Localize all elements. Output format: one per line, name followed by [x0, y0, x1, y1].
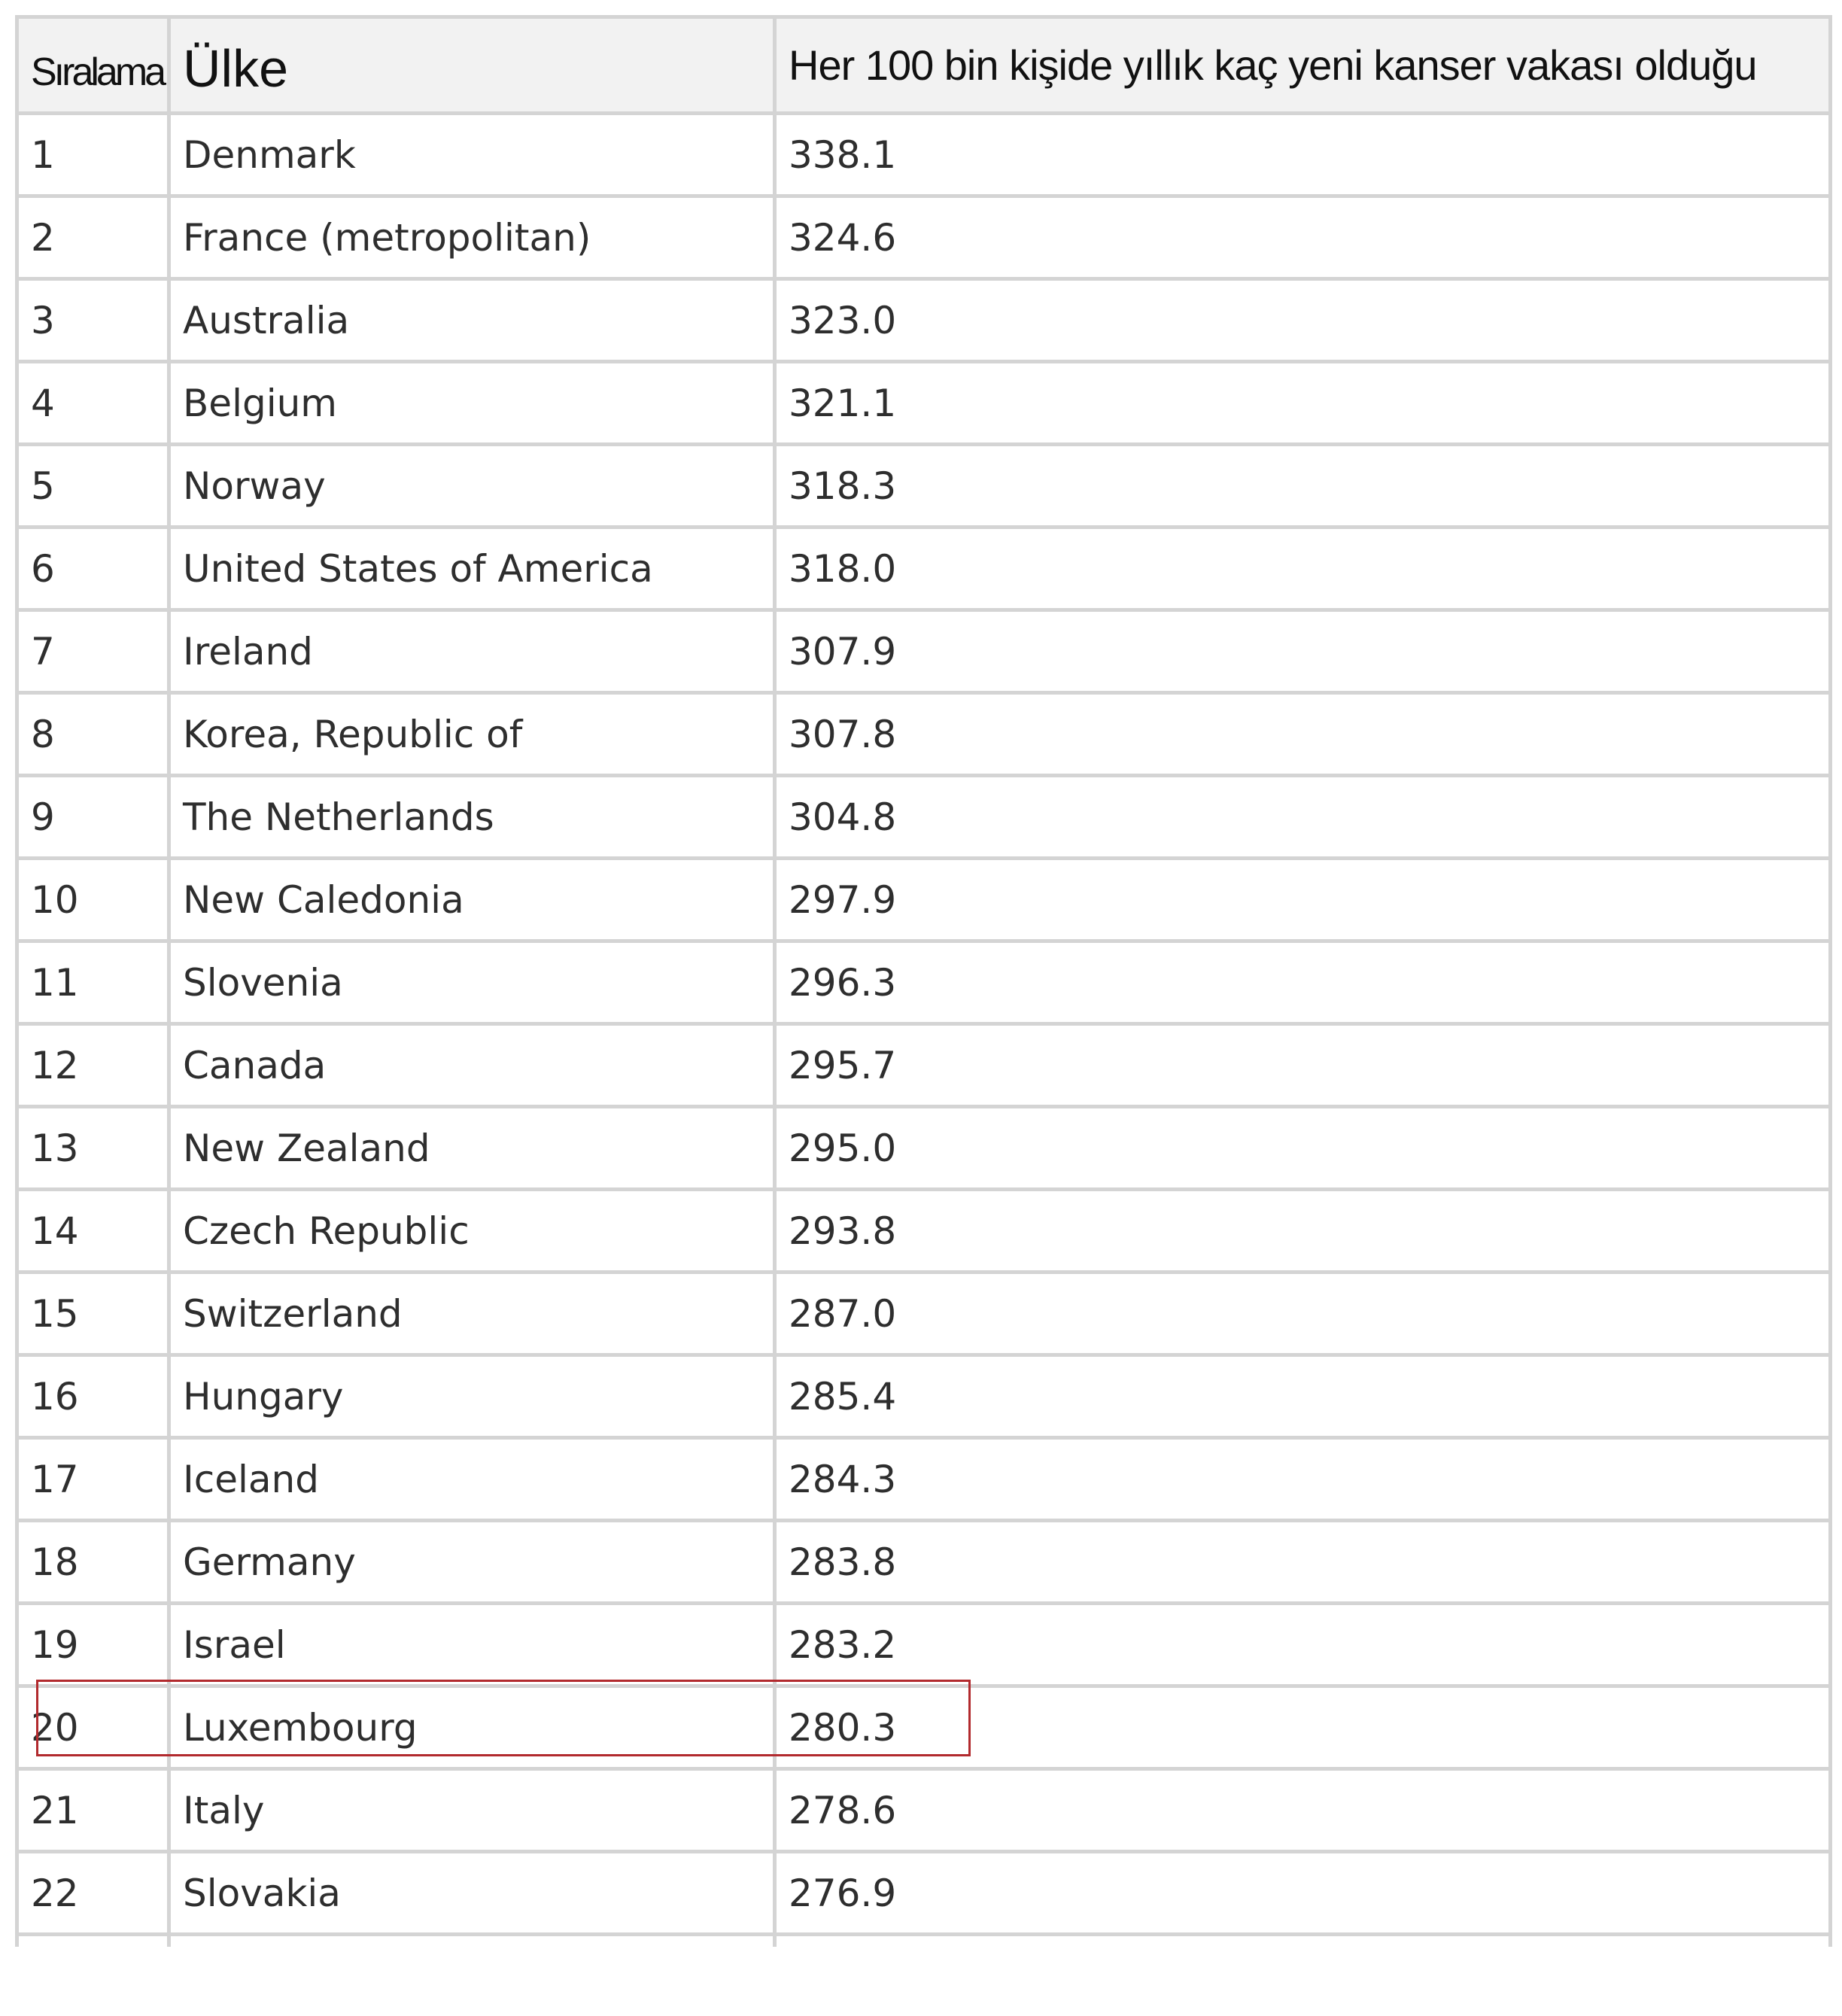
cell-value: 280.3: [775, 1686, 1831, 1769]
cell-rank: 1: [17, 114, 169, 196]
cell-country: Luxembourg: [169, 1686, 775, 1769]
cell-country: Australia: [169, 279, 775, 362]
table-row: [17, 1604, 1831, 1686]
cell-rank: 3: [17, 279, 169, 362]
cell-rank: 18: [17, 1521, 169, 1604]
table-row: [17, 1521, 1831, 1604]
cell-rank: 17: [17, 1438, 169, 1521]
cell-country: Iceland: [169, 1438, 775, 1521]
cell-value: 304.8: [775, 776, 1831, 859]
cell-country: Slovakia: [169, 1852, 775, 1935]
cell-empty: [169, 1935, 775, 1948]
cell-rank: 20: [17, 1686, 169, 1769]
cell-value: 278.6: [775, 1769, 1831, 1852]
table-row: [17, 776, 1831, 859]
table-row: [17, 941, 1831, 1024]
table-row: [17, 859, 1831, 941]
cell-rank: 4: [17, 362, 169, 445]
header-rank: Sıralama: [17, 17, 169, 114]
cell-rank: 8: [17, 693, 169, 776]
cell-value: 318.0: [775, 528, 1831, 610]
cell-value: 295.7: [775, 1024, 1831, 1107]
cell-value: 276.9: [775, 1852, 1831, 1935]
cancer-rate-table: [15, 15, 1832, 1947]
cell-rank: 10: [17, 859, 169, 941]
cell-country: Germany: [169, 1521, 775, 1604]
table-row: [17, 610, 1831, 693]
table-row: [17, 1686, 1831, 1769]
cell-country: The Netherlands: [169, 776, 775, 859]
cell-rank: 19: [17, 1604, 169, 1686]
cell-rank: 21: [17, 1769, 169, 1852]
cell-country: Denmark: [169, 114, 775, 196]
cell-country: Belgium: [169, 362, 775, 445]
cell-rank: 13: [17, 1107, 169, 1190]
cell-value: 285.4: [775, 1355, 1831, 1438]
cell-country: New Caledonia: [169, 859, 775, 941]
cell-country: Italy: [169, 1769, 775, 1852]
table-row: [17, 196, 1831, 279]
cell-value: 295.0: [775, 1107, 1831, 1190]
cell-rank: 15: [17, 1273, 169, 1355]
table-row: [17, 279, 1831, 362]
cell-country: Korea, Republic of: [169, 693, 775, 776]
cell-country: France (metropolitan): [169, 196, 775, 279]
cell-rank: 7: [17, 610, 169, 693]
cell-country: Switzerland: [169, 1273, 775, 1355]
cancer-rate-table-container: [15, 15, 1828, 1947]
cell-rank: 16: [17, 1355, 169, 1438]
cell-rank: 2: [17, 196, 169, 279]
cell-rank: 12: [17, 1024, 169, 1107]
cell-country: Czech Republic: [169, 1190, 775, 1273]
cell-value: 307.9: [775, 610, 1831, 693]
table-row: [17, 1852, 1831, 1935]
cell-country: Canada: [169, 1024, 775, 1107]
header-incidence-rate: Her 100 bin kişide yıllık kaç yeni kanser vakası olduğu: [775, 17, 1831, 114]
cell-country: United States of America: [169, 528, 775, 610]
table-header-row: [17, 17, 1831, 114]
cell-rank: 11: [17, 941, 169, 1024]
table-row: [17, 1769, 1831, 1852]
cell-empty: [17, 1935, 169, 1948]
cell-value: 293.8: [775, 1190, 1831, 1273]
cell-country: Hungary: [169, 1355, 775, 1438]
cell-rank: 9: [17, 776, 169, 859]
table-row: [17, 1107, 1831, 1190]
table-row: [17, 1438, 1831, 1521]
table-row: [17, 114, 1831, 196]
cell-value: 307.8: [775, 693, 1831, 776]
cell-value: 296.3: [775, 941, 1831, 1024]
cell-country: Israel: [169, 1604, 775, 1686]
header-country: Ülke: [169, 17, 775, 114]
cell-rank: 14: [17, 1190, 169, 1273]
table-row: [17, 362, 1831, 445]
cell-country: Norway: [169, 445, 775, 528]
cell-value: 321.1: [775, 362, 1831, 445]
cell-value: 297.9: [775, 859, 1831, 941]
cell-country: New Zealand: [169, 1107, 775, 1190]
table-row: [17, 528, 1831, 610]
cell-value: 283.8: [775, 1521, 1831, 1604]
table-body: [17, 114, 1831, 1948]
cell-value: 287.0: [775, 1273, 1831, 1355]
cell-value: 324.6: [775, 196, 1831, 279]
cell-rank: 22: [17, 1852, 169, 1935]
table-row-partial: [17, 1935, 1831, 1948]
cell-rank: 6: [17, 528, 169, 610]
cell-value: 284.3: [775, 1438, 1831, 1521]
cell-value: 338.1: [775, 114, 1831, 196]
cell-rank: 5: [17, 445, 169, 528]
table-row: [17, 1024, 1831, 1107]
cell-country: Slovenia: [169, 941, 775, 1024]
cell-value: 323.0: [775, 279, 1831, 362]
table-row: [17, 693, 1831, 776]
cell-country: Ireland: [169, 610, 775, 693]
table-row: [17, 1273, 1831, 1355]
cell-value: 283.2: [775, 1604, 1831, 1686]
cell-value: 318.3: [775, 445, 1831, 528]
table-row: [17, 1355, 1831, 1438]
table-row: [17, 1190, 1831, 1273]
cell-empty: [775, 1935, 1831, 1948]
table-row: [17, 445, 1831, 528]
